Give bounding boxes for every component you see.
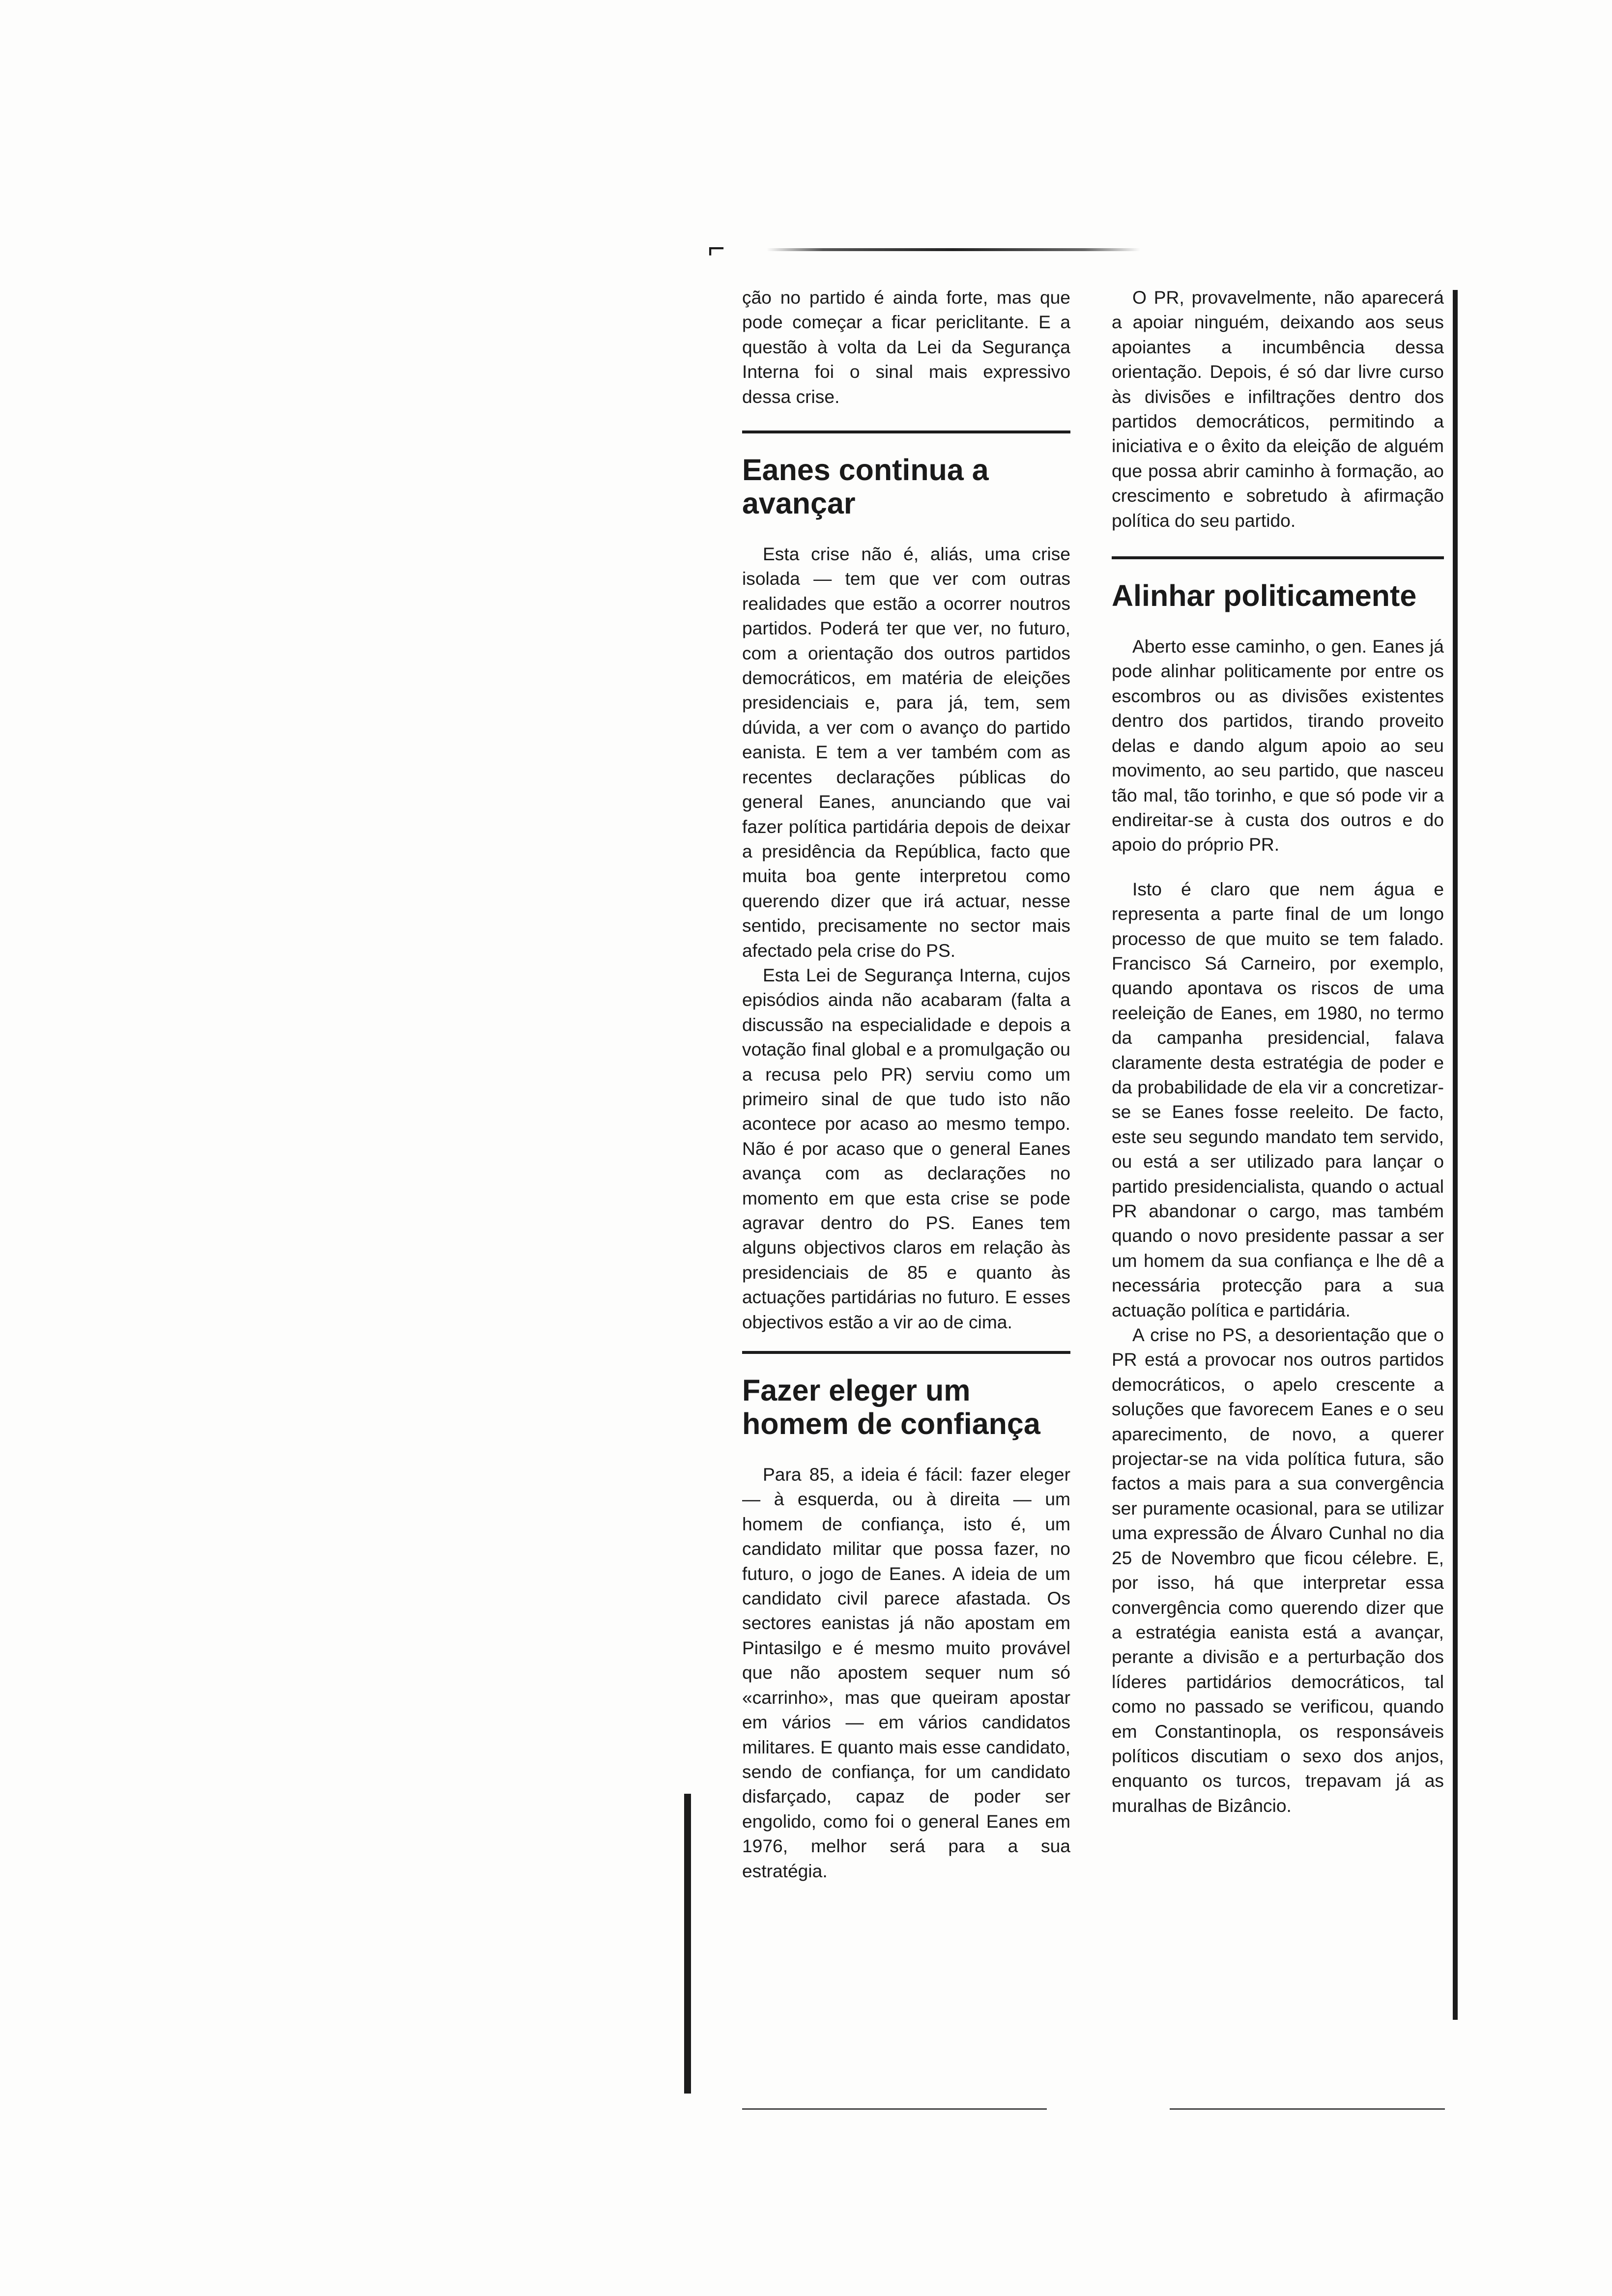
right-intro-paragraph: O PR, provavelmente, não aparecerá a apoiar ninguém, deixando aos seus apoiantes a incumbência dessa orientação. Depois, é só dar livre curso às divisões e infiltrações dentro dos partidos democráticos, permitindo a iniciativa e o êxito da eleição de alguém que possa abrir caminho à formação, ao crescimento e sobretudo à afirmação política do seu partido. <box>1112 287 1444 531</box>
heading-eanes-continua: Eanes continua a avançar <box>742 453 989 520</box>
bottom-clipping-edge-right <box>1170 2108 1445 2110</box>
section3-paragraph-1: Aberto esse caminho, o gen. Eanes já pode alinhar politicamente por entre os escombros ou as divisões existentes dentro dos partidos, tirando proveito delas e dando algum apoio ao seu movimento, ao seu partido, que nasceu tão mal, tão torinho, e que só pode vir a endireitar-se à custa dos outros e do apoio do próprio PR. <box>1112 636 1444 855</box>
left-margin-bar <box>684 1794 691 2094</box>
top-clipping-edge <box>767 248 1140 251</box>
section1-paragraph-2: Esta Lei de Segurança Interna, cujos episódios ainda não acabaram (falta a discussão na especialidade e depois a votação final global e a promulgação ou a recusa pelo PR) serviu como um primeiro sinal de que tudo isto não acontece por acaso ao mesmo tempo. Não é por acaso que o general Eanes avança com as declarações no momento em que esta crise se pode agravar dentro do PS. Eanes tem alguns objectivos claros em relação às presidenciais de 85 e quanto às actuações partidárias no futuro. E esses objectivos estão a vir ao de cima. <box>742 964 1070 1332</box>
right-column-border <box>1453 290 1458 2020</box>
section2-paragraph-1: Para 85, a ideia é fácil: fazer eleger — à esquerda, ou à direita — um homem de confiança, isto é, um candidato militar que possa fazer, no futuro, o jogo de Eanes. A ideia de um candidato civil parece afastada. Os sectores eanistas já não apostam em Pintasilgo e é mesmo muito provável que não apostem sequer num só «carrinho», mas que queiram apostar em vários — em vários candidatos militares. E quanto mais esse candidato, sendo de confiança, for um candidato disfarçado, capaz de poder ser engolido, como foi o general Eanes em 1976, melhor será para a sua estratégia. <box>742 1464 1070 1881</box>
clipping-corner-mark: ⌐ <box>708 231 725 264</box>
heading-alinhar-politicamente: Alinhar politicamente <box>1112 579 1417 613</box>
right-column <box>1112 285 1444 1818</box>
section-divider <box>1112 556 1444 559</box>
section-divider <box>742 430 1070 433</box>
section-divider <box>742 1351 1070 1354</box>
left-intro-paragraph: ção no partido é ainda forte, mas que pode começar a ficar periclitante. E a questão à volta da Lei da Segurança Interna foi o sinal mais expressivo dessa crise. <box>742 287 1070 407</box>
section3-paragraph-3: A crise no PS, a desorientação que o PR está a provocar nos outros partidos democráticos, o apelo crescente a soluções que favorecem Eanes e o seu aparecimento, de novo, a querer projectar-se na vida política futura, são factos a mais para a sua convergência ser puramente ocasional, para se utilizar uma expressão de Álvaro Cunhal no dia 25 de Novembro que ficou célebre. E, por isso, há que interpretar essa convergência como querendo dizer que a estratégia eanista está a avançar, perante a divisão e a perturbação dos líderes partidários democráticos, tal como no passado se verificou, quando em Constantinopla, os responsáveis políticos discutiam o sexo dos anjos, enquanto os turcos, trepavam já as muralhas de Bizâncio. <box>1112 1324 1444 1816</box>
section3-paragraph-2: Isto é claro que nem água e representa a parte final de um longo processo de que muito se tem falado. Francisco Sá Carneiro, por exemplo, quando apontava os riscos de uma reeleição de Eanes, em 1980, no termo da campanha presidencial, falava claramente desta estratégia de poder e da probabilidade de ela vir a concretizar-se se Eanes fosse reeleito. De facto, este seu segundo mandato tem servido, ou está a ser utilizado para lançar o partido presidencialista, quando o actual PR abandonar o cargo, mas também quando o novo presidente passar a ser um homem da sua confiança e lhe dê a necessária protecção para a sua actuação política e partidária. <box>1112 878 1444 1320</box>
section1-paragraph-1: Esta crise não é, aliás, uma crise isolada — tem que ver com outras realidades que estão a ocorrer noutros partidos. Poderá ter que ver, no futuro, com a orientação dos outros partidos democráticos, em matéria de eleições presidenciais e, para já, tem, sem dúvida, a ver com o avanço do partido eanista. E tem a ver também com as recentes declarações públicas do general Eanes, anunciando que vai fazer política partidária depois de deixar a presidência da República, facto que muita boa gente interpretou como querendo dizer que irá actuar, nesse sentido, precisamente no sector mais afectado pela crise do PS. <box>742 544 1070 961</box>
left-column <box>742 285 1070 1883</box>
heading-fazer-eleger: Fazer eleger um homem de confiança <box>742 1374 1040 1441</box>
bottom-clipping-edge-left <box>742 2108 1047 2110</box>
